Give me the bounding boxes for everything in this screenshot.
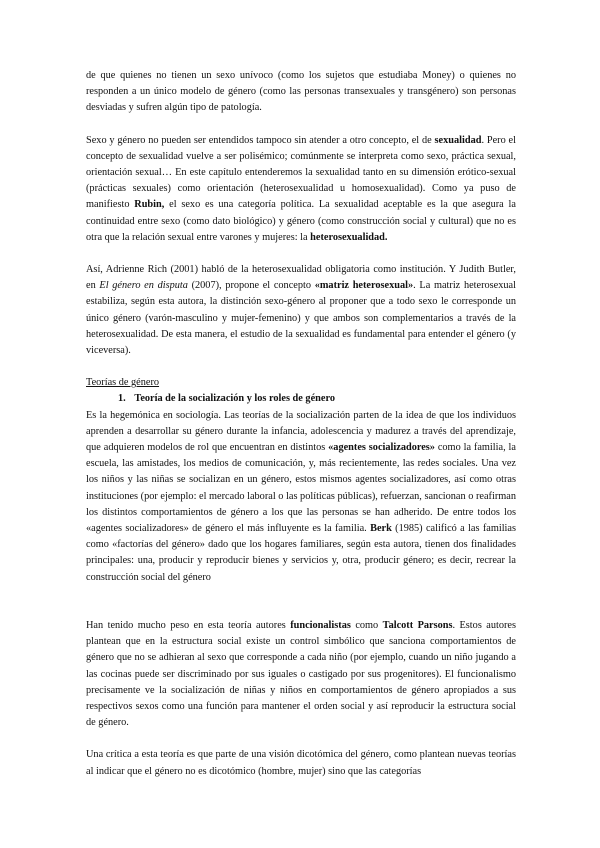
- text: (1985) calificó a las familias como «factorías del género» dado que los hogares familiares, según esta autora, tienen dos finalidades principales: una, producir y reproducir bienes y servicios y, otra, producir género; es decir, recrear la construcción social del género: [86, 523, 516, 583]
- italic-title: El género en disputa: [99, 280, 188, 292]
- text: el sexo es una categoría política. La sexualidad aceptable es la que asegura la continuidad entre sexo (como dato biológico) y género (como construcción social y cultural) que no es otra que la relación sexual entre varones y mujeres: la: [86, 199, 516, 243]
- bold-term: «agentes socializadores»: [328, 442, 435, 454]
- bold-term: «matriz heterosexual»: [314, 280, 414, 292]
- paragraph-sexualidad: [86, 133, 516, 246]
- paragraph-funcionalistas: [86, 618, 516, 731]
- text: Es la hegemónica en sociología. Las teorías de la socialización parten de la idea de que los individuos aprenden a desarrollar su género durante la infancia, adolescencia y madurez a través del aprendizaje, que adquieren modelos de rol que encuentran en distintos: [86, 409, 516, 454]
- text: . Pero el concepto de sexualidad vuelve a ser polisémico; comúnmente se interpreta como sexo, práctica sexual, orientación sexual… En este capítulo entenderemos la sexualidad tanto en su dimensión erótico-sexual (prácticas sexuales) como orientación (heterosexualidad u homosexualidad). Como ya puso de manifiesto: [86, 134, 516, 211]
- text: como la familia, la escuela, las amistades, los medios de comunicación, y, más recientemente, las redes sociales. Una vez los niños y las niñas se socializan en un género, estos mismos agentes socializadores, así como otras instituciones (por ejemplo: el mercado laboral o las políticas públicas), refuerzan, sancionan o reafirman los distintos comportamientos de género a los que las personas se han adherido. De entre todos los «agentes socializadores» de género el más influyente es la familia.: [86, 442, 516, 535]
- section-number: 1.: [118, 393, 126, 405]
- text: Han tenido mucho peso en esta teoría autores: [86, 619, 291, 631]
- bold-term: Berk: [370, 523, 392, 535]
- document-body: [86, 68, 516, 780]
- text: Una crítica a esta teoría es que parte de una visión dicotómica del género, como plantean nuevas teorías al indicar que el género no es dicotómico (hombre, mujer) sino que las categorías: [86, 749, 516, 777]
- bold-term: heterosexualidad.: [310, 231, 388, 243]
- text: como: [350, 619, 383, 631]
- text: . La matriz heterosexual estabiliza, según esta autora, la distinción sexo-género al proponer que a todo sexo le corresponde un único género (varón-masculino y mujer-femenino) y que ambos son complementarios a través de la heterosexualidad. De esta manera, el estudio de la sexualidad es fundamental para entender el género (y viceversa).: [86, 280, 516, 357]
- paragraph-continuation: [86, 68, 516, 117]
- text: . Estos autores plantean que en la estructura social existe un control simbólico que sanciona comportamientos de género que no se adhieran al sexo que corresponde a cada niño (por ejemplo, cuando un niño jugando a las cocinas puede ser discriminado por sus iguales o castigado por sus progenitores). El funcionalismo precisamente ve la socialización de niñas y niños en comportamientos de género apropiados a sus respectivos sexos como una función para mantener el orden social y así reproducir la estructura social de género.: [86, 619, 517, 729]
- text: de que quienes no tienen un sexo unívoco (como los sujetos que estudiaba Money) o quienes no responden a un único modelo de género (como las personas transexuales y transgénero) son personas desviadas y sufren algún tipo de patología.: [86, 70, 516, 114]
- text: Así, Adrienne Rich (2001) habló de la heterosexualidad obligatoria como institución. Y Judith Butler, en: [86, 264, 516, 292]
- section-subheading: Teorías de género: [86, 377, 160, 389]
- paragraph-matriz-heterosexual: [86, 262, 516, 359]
- section-heading: [86, 391, 516, 407]
- paragraph-critica: [86, 747, 516, 779]
- section-title: Teoría de la socialización y los roles de género: [134, 393, 335, 405]
- bold-term: Talcott Parsons: [382, 619, 453, 631]
- text: Sexo y género no pueden ser entendidos tampoco sin atender a otro concepto, el de: [86, 134, 435, 146]
- bold-term: sexualidad: [434, 134, 482, 146]
- bold-term: funcionalistas: [290, 619, 351, 631]
- paragraph-socializacion: [86, 408, 516, 586]
- text: (2007), propone el concepto: [187, 280, 315, 292]
- bold-term: Rubin,: [134, 199, 165, 211]
